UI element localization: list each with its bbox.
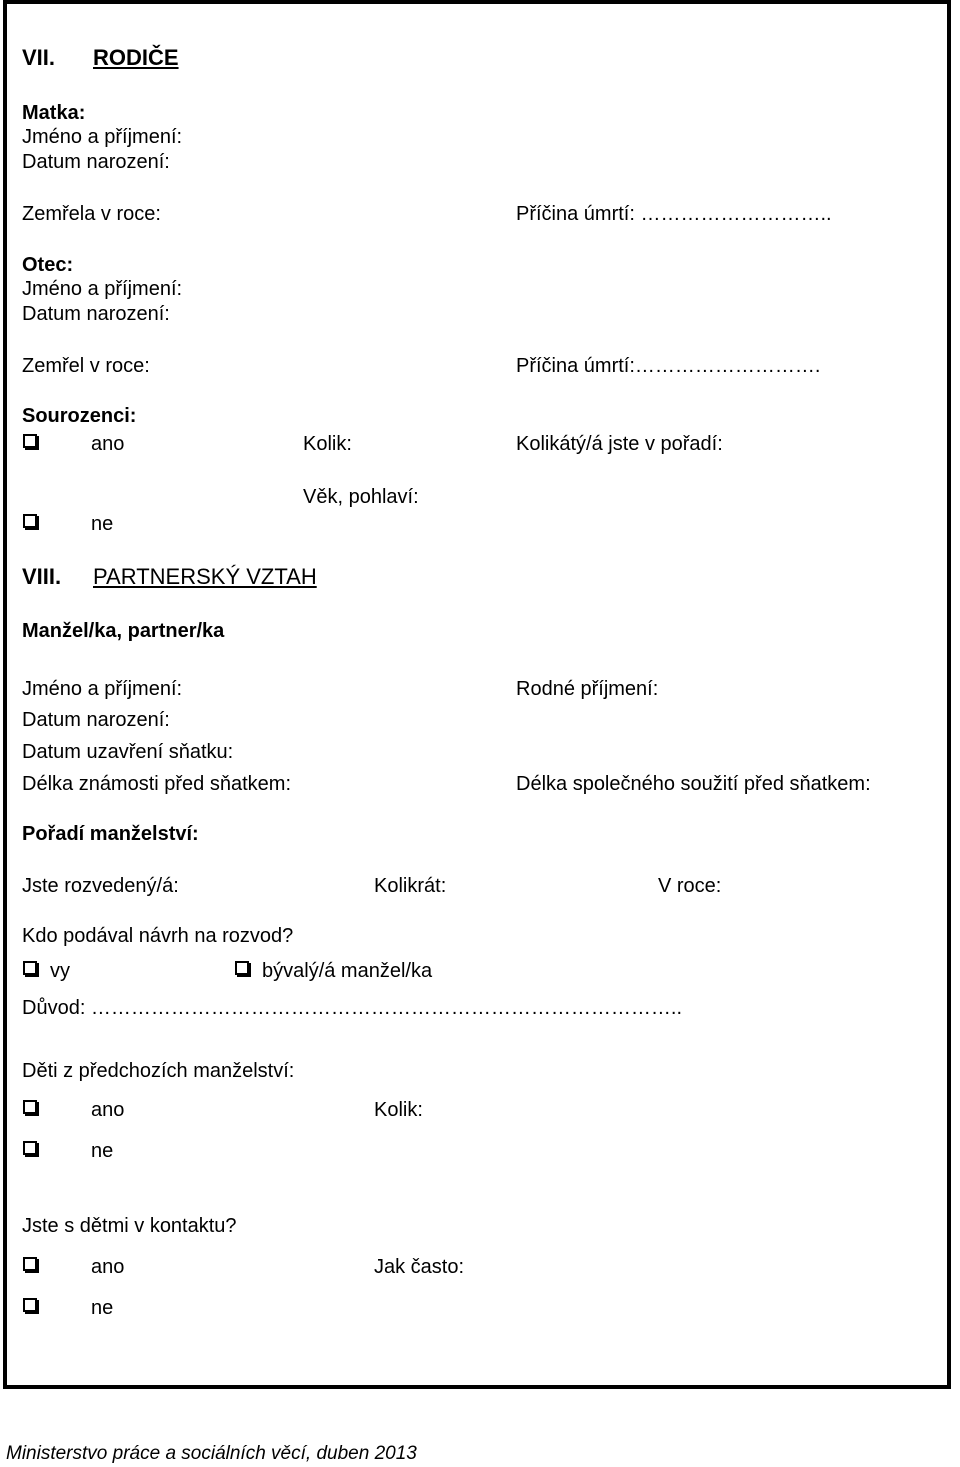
children-yes-checkbox[interactable] [23, 1100, 37, 1114]
divorce-times-field[interactable]: Kolikrát: [374, 875, 447, 897]
divorced-field[interactable]: Jste rozvedený/á: [22, 875, 179, 897]
mother-death-year-field[interactable]: Zemřela v roce: [22, 203, 161, 225]
spouse-name-field[interactable]: Jméno a příjmení: [22, 678, 183, 700]
siblings-no-label: ne [91, 513, 114, 535]
contact-frequency-field[interactable]: Jak často: [374, 1256, 465, 1278]
children-yes-label: ano [91, 1099, 125, 1121]
filed-by-ex-checkbox[interactable] [235, 961, 249, 975]
filed-by-ex-label: bývalý/á manžel/ka [262, 960, 433, 982]
divorce-reason-field[interactable]: Důvod: …………………………………………………………………………….. [22, 997, 683, 1019]
divorce-year-field[interactable]: V roce: [658, 875, 722, 897]
marriage-order-field[interactable]: Pořadí manželství: [22, 823, 199, 845]
siblings-heading: Sourozenci: [22, 405, 137, 427]
siblings-yes-label: ano [91, 433, 125, 455]
section-title: PARTNERSKÝ VZTAH [93, 564, 317, 589]
section-title: RODIČE [93, 45, 179, 70]
father-heading: Otec: [22, 254, 74, 276]
who-filed-question: Kdo podával návrh na rozvod? [22, 925, 294, 947]
section-number: VII. [22, 45, 56, 70]
cohabitation-length-field[interactable]: Délka společného soužití před sňatkem: [516, 773, 871, 795]
father-name-field[interactable]: Jméno a příjmení: [22, 278, 183, 300]
children-count-field[interactable]: Kolik: [374, 1099, 423, 1121]
mother-death-cause-field[interactable]: Příčina úmrtí: ……………………….. [516, 203, 832, 225]
siblings-no-checkbox[interactable] [23, 514, 37, 528]
siblings-count-field[interactable]: Kolik: [303, 433, 352, 455]
mother-dob-field[interactable]: Datum narození: [22, 151, 170, 173]
father-death-cause-field[interactable]: Příčina úmrtí:………………………. [516, 355, 821, 377]
spouse-heading: Manžel/ka, partner/ka [22, 620, 225, 642]
children-no-label: ne [91, 1140, 114, 1162]
father-dob-field[interactable]: Datum narození: [22, 303, 170, 325]
sibling-order-field[interactable]: Kolikátý/á jste v pořadí: [516, 433, 723, 455]
spouse-dob-field[interactable]: Datum narození: [22, 709, 170, 731]
contact-no-label: ne [91, 1297, 114, 1319]
contact-question: Jste s dětmi v kontaktu? [22, 1215, 237, 1237]
contact-yes-label: ano [91, 1256, 125, 1278]
siblings-yes-checkbox[interactable] [23, 434, 37, 448]
children-no-checkbox[interactable] [23, 1141, 37, 1155]
marriage-date-field[interactable]: Datum uzavření sňatku: [22, 741, 234, 763]
father-death-year-field[interactable]: Zemřel v roce: [22, 355, 150, 377]
children-prev-question: Děti z předchozích manželství: [22, 1060, 295, 1082]
section-number: VIII. [22, 564, 62, 589]
filed-by-you-checkbox[interactable] [23, 961, 37, 975]
contact-no-checkbox[interactable] [23, 1298, 37, 1312]
filed-by-you-label: vy [50, 960, 70, 982]
mother-name-field[interactable]: Jméno a příjmení: [22, 126, 183, 148]
footer-text: Ministerstvo práce a sociálních věcí, duben 2013 [6, 1443, 417, 1464]
spouse-maiden-name-field[interactable]: Rodné příjmení: [516, 678, 659, 700]
siblings-age-sex-field[interactable]: Věk, pohlaví: [303, 486, 419, 508]
mother-heading: Matka: [22, 102, 86, 124]
contact-yes-checkbox[interactable] [23, 1257, 37, 1271]
acquaintance-length-field[interactable]: Délka známosti před sňatkem: [22, 773, 292, 795]
